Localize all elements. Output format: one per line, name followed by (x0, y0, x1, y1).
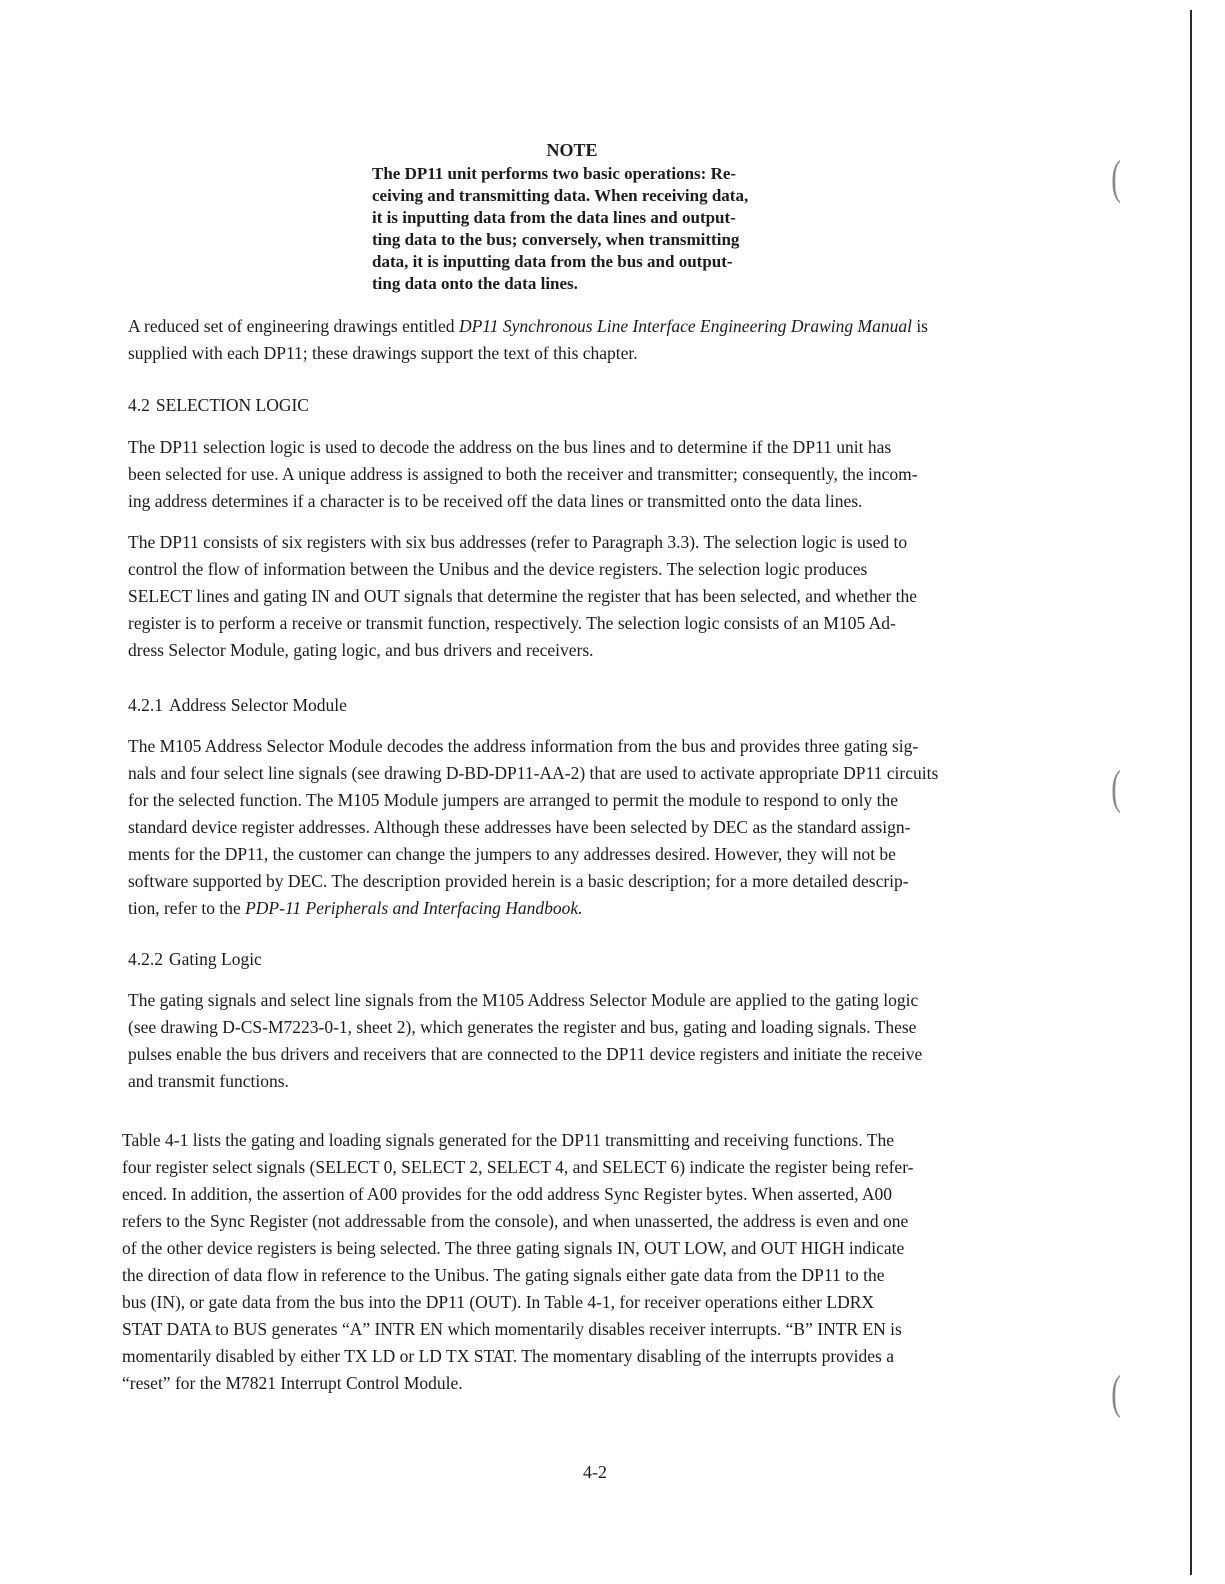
text-line: The M105 Address Selector Module decodes the address information from the bus and provides three gating sig- (128, 736, 919, 756)
text-line: STAT DATA to BUS generates “A” INTR EN which momentarily disables receiver interrupts. “B” INTR EN is (122, 1319, 902, 1339)
note-line: data, it is inputting data from the bus and output- (372, 252, 733, 271)
section-heading-4-2: 4.2 SELECTION LOGIC (128, 395, 309, 415)
text-line: control the flow of information between the Unibus and the device registers. The selection logic produces (128, 559, 868, 579)
intro-line: supplied with each DP11; these drawings support the text of this chapter. (128, 343, 638, 363)
text-line: The DP11 selection logic is used to decode the address on the bus lines and to determine if the DP11 unit has (128, 437, 892, 457)
text-line: The DP11 consists of six registers with six bus addresses (refer to Paragraph 3.3). The selection logic is used to (128, 532, 908, 552)
intro-paragraph (128, 313, 928, 367)
text-line: been selected for use. A unique address is assigned to both the receiver and transmitter; consequently, the incom- (128, 464, 918, 484)
section-heading-4-2-2: 4.2.2 Gating Logic (128, 949, 262, 969)
text-line: (see drawing D-CS-M7223-0-1, sheet 2), which generates the register and bus, gating and loading signals. These (128, 1017, 917, 1037)
gating-logic-paragraph-2 (122, 1127, 914, 1397)
selection-logic-paragraph-1 (128, 434, 918, 515)
address-selector-paragraph (128, 733, 938, 922)
text-line: bus (IN), or gate data from the bus into the DP11 (OUT). In Table 4-1, for receiver operations either LDRX (122, 1292, 875, 1312)
text-line: standard device register addresses. Although these addresses have been selected by DEC as the standard assign- (128, 817, 911, 837)
text-line: of the other device registers is being selected. The three gating signals IN, OUT LOW, and OUT HIGH indicate (122, 1238, 905, 1258)
text-line: ing address determines if a character is to be received off the data lines or transmitted onto the data lines. (128, 491, 863, 511)
text-line: “reset” for the M7821 Interrupt Control Module. (122, 1373, 463, 1393)
handbook-title: PDP-11 Peripherals and Interfacing Handbook. (245, 898, 583, 918)
manual-title: DP11 Synchronous Line Interface Engineering Drawing Manual (458, 316, 912, 336)
note-line: it is inputting data from the data lines and output- (372, 208, 736, 227)
margin-punch-mark: ( (1111, 1366, 1121, 1419)
selection-logic-paragraph-2 (128, 529, 917, 664)
text-line: for the selected function. The M105 Module jumpers are arranged to permit the module to respond to only the (128, 790, 898, 810)
text-line: refers to the Sync Register (not addressable from the console), and when unasserted, the address is even and one (122, 1211, 909, 1231)
text-line: SELECT lines and gating IN and OUT signals that determine the register that has been selected, and whether the (128, 586, 918, 606)
binding-edge-rule (1190, 10, 1192, 1575)
text-line: the direction of data flow in reference to the Unibus. The gating signals either gate data from the DP11 to the (122, 1265, 885, 1285)
margin-punch-mark: ( (1111, 761, 1121, 814)
text-line: and transmit functions. (128, 1071, 289, 1091)
text-line: register is to perform a receive or transmit function, respectively. The selection logic consists of an M105 Ad- (128, 613, 896, 633)
text-line: ments for the DP11, the customer can change the jumpers to any addresses desired. However, they will not be (128, 844, 896, 864)
page-number: 4-2 (583, 1462, 607, 1482)
note-line: ting data to the bus; conversely, when transmitting (372, 230, 740, 249)
gating-logic-paragraph-1 (128, 987, 922, 1095)
note-body (372, 163, 782, 295)
text-line: enced. In addition, the assertion of A00 provides for the odd address Sync Register bytes. When asserted, A00 (122, 1184, 892, 1204)
note-title: NOTE (546, 140, 598, 160)
text-line: dress Selector Module, gating logic, and bus drivers and receivers. (128, 640, 594, 660)
note-line: ting data onto the data lines. (372, 274, 578, 293)
text-line: software supported by DEC. The description provided herein is a basic description; for a more detailed descrip- (128, 871, 909, 891)
section-heading-4-2-1: 4.2.1 Address Selector Module (128, 695, 347, 715)
margin-punch-mark: ( (1111, 151, 1121, 204)
intro-line: A reduced set of engineering drawings entitled DP11 Synchronous Line Interface Engineering Drawing Manual is (128, 316, 928, 336)
note-line: The DP11 unit performs two basic operations: Re- (372, 164, 737, 183)
text-line: Table 4-1 lists the gating and loading signals generated for the DP11 transmitting and receiving functions. The (122, 1130, 894, 1150)
note-line: ceiving and transmitting data. When receiving data, (372, 186, 749, 205)
text-line: momentarily disabled by either TX LD or LD TX STAT. The momentary disabling of the interrupts provides a (122, 1346, 895, 1366)
text-line: nals and four select line signals (see drawing D-BD-DP11-AA-2) that are used to activate appropriate DP11 circuits (128, 763, 939, 783)
text-line: pulses enable the bus drivers and receivers that are connected to the DP11 device registers and initiate the receive (128, 1044, 923, 1064)
text-line: tion, refer to the PDP-11 Peripherals and Interfacing Handbook. (128, 898, 583, 918)
text-line: four register select signals (SELECT 0, SELECT 2, SELECT 4, and SELECT 6) indicate the register being refer- (122, 1157, 914, 1177)
text-line: The gating signals and select line signals from the M105 Address Selector Module are applied to the gating logic (128, 990, 919, 1010)
